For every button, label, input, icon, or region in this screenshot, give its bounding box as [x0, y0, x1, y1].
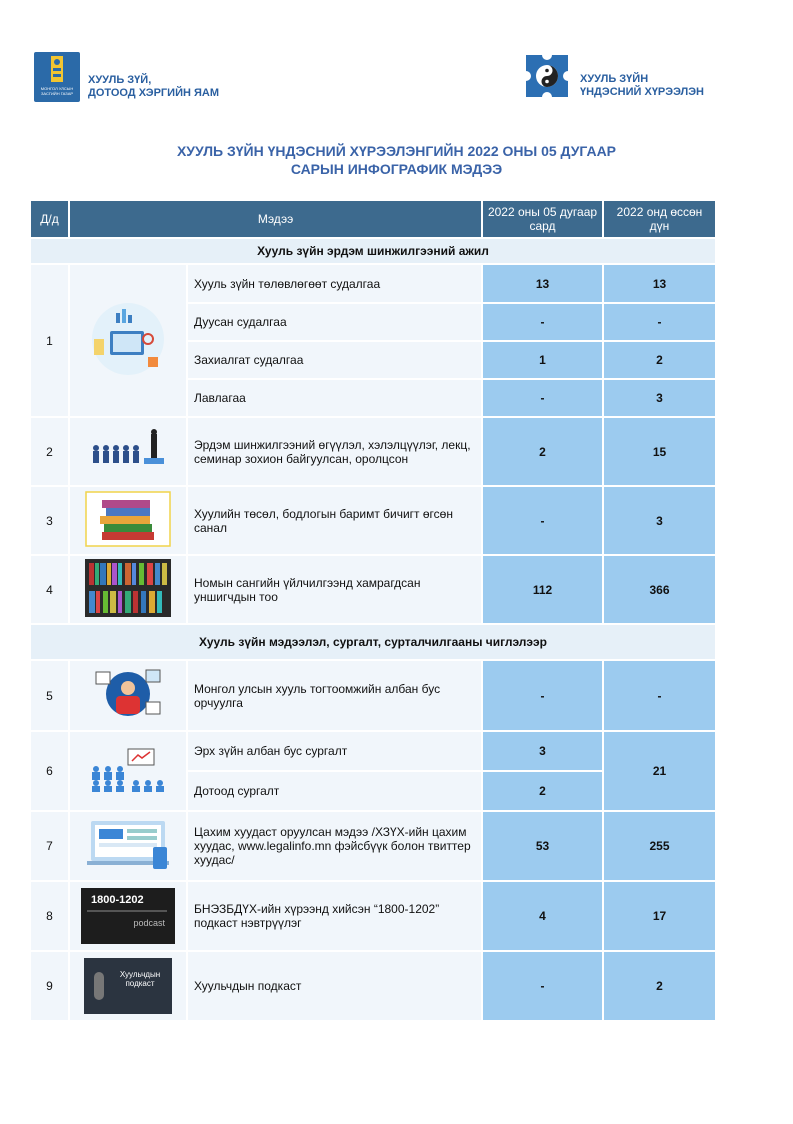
table-row: [31, 952, 715, 1020]
ministry-name: [88, 74, 219, 100]
header-total: 2022 онд өссөн дүн: [604, 201, 715, 237]
seminar-icon: [88, 428, 168, 472]
library-shelves-icon: [85, 559, 171, 617]
section-row-information: [31, 625, 715, 659]
row-number: 8: [31, 882, 68, 950]
ministry-name-line1: ХУУЛЬ ЗҮЙ,: [88, 74, 152, 86]
row-total-value: -: [604, 304, 715, 340]
row-total-value: 255: [604, 812, 715, 880]
row-image: [70, 732, 186, 810]
row-image: [70, 952, 186, 1020]
row-text: Монгол улсын хууль тогтоомжийн албан бус орчуулга: [188, 661, 481, 730]
row-month-value: 112: [483, 556, 602, 623]
row-month-value: 3: [483, 732, 602, 770]
row-number: 5: [31, 661, 68, 730]
row-text: Хуульчдын подкаст: [188, 952, 481, 1020]
row-month-value: -: [483, 304, 602, 340]
translation-icon: [88, 664, 168, 724]
row-image: [70, 882, 186, 950]
row-number: 6: [31, 732, 68, 810]
row-total-value: 15: [604, 418, 715, 485]
table-row: [31, 487, 715, 554]
row-text: БНЭЗБДҮХ-ийн хүрээнд хийсэн “1800-1202” подкаст нэвтрүүлэг: [188, 882, 481, 950]
research-analytics-icon: [84, 299, 172, 379]
ministry-name-line2: ДОТООД ХЭРГИЙН ЯАМ: [88, 87, 219, 99]
table-row: [31, 812, 715, 880]
table-row: [31, 732, 715, 770]
microphone-icon: [94, 972, 104, 1000]
row-total-value: -: [604, 661, 715, 730]
row-text: Дотоод сургалт: [188, 772, 481, 810]
row-image: [70, 418, 186, 485]
council-logo-icon: [522, 51, 572, 101]
row-text: Номын сангийн үйлчилгээнд хамрагдсан уншигчдын тоо: [188, 556, 481, 623]
web-devices-icon: [85, 817, 171, 873]
row-text: Хууль зүйн төлөвлөгөөт судалгаа: [188, 265, 481, 302]
row-image: [70, 812, 186, 880]
section-row-research: [31, 239, 715, 263]
podcast-banner-title: Хуульчдын подкаст: [119, 970, 161, 988]
books-stack-icon: [84, 490, 172, 548]
row-total-value: 13: [604, 265, 715, 302]
row-number: 3: [31, 487, 68, 554]
row-image: [70, 487, 186, 554]
header-month: 2022 оны 05 дугаар сард: [483, 201, 602, 237]
section-title: Хууль зүйн мэдээлэл, сургалт, сурталчилгааны чиглэлээр: [31, 625, 715, 659]
row-month-value: 4: [483, 882, 602, 950]
row-text: Эрх зүйн албан бус сургалт: [188, 732, 481, 770]
table-row: [31, 882, 715, 950]
page-title-line1: ХУУЛЬ ЗҮЙН ҮНДЭСНИЙ ХҮРЭЭЛЭНГИЙН 2022 ОНЫ 05 ДУГААР: [176, 143, 617, 159]
training-class-icon: [88, 747, 168, 793]
row-total-value: 366: [604, 556, 715, 623]
row-total-value: 21: [604, 732, 715, 810]
row-month-value: 2: [483, 418, 602, 485]
row-month-value: 1: [483, 342, 602, 378]
row-month-value: 2: [483, 772, 602, 810]
table-row: [31, 418, 715, 485]
row-image: [70, 661, 186, 730]
podcast-banner-title: 1800-1202: [91, 894, 144, 906]
row-number: 9: [31, 952, 68, 1020]
emblem-caption: МОНГОЛ УЛСЫН ЗАСГИЙН ГАЗАР: [40, 86, 74, 96]
podcast-banner-sub: podcast: [133, 918, 165, 928]
row-month-value: -: [483, 661, 602, 730]
row-image: [70, 556, 186, 623]
row-text: Эрдэм шинжилгээний өгүүлэл, хэлэлцүүлэг, лекц, семинар зохион байгуулсан, оролцсон: [188, 418, 481, 485]
row-text: Цахим хуудаст оруулсан мэдээ /ХЗҮХ-ийн цахим хуудас, www.legalinfo.mn фэйсбүүк болон твиттер хуудас/: [188, 812, 481, 880]
infographic-table: [29, 199, 717, 1022]
row-number: 4: [31, 556, 68, 623]
row-month-value: -: [483, 487, 602, 554]
header-index: Д/д: [31, 201, 68, 237]
row-total-value: 3: [604, 380, 715, 416]
council-name: [580, 73, 704, 99]
row-image: [70, 265, 186, 416]
page-title-line2: САРЫН ИНФОГРАФИК МЭДЭЭ: [290, 161, 503, 177]
row-month-value: -: [483, 952, 602, 1020]
lawyers-podcast-banner: [84, 958, 172, 1014]
row-total-value: 2: [604, 342, 715, 378]
row-text: Дуусан судалгаа: [188, 304, 481, 340]
table-row: [31, 556, 715, 623]
podcast-banner-line: [87, 910, 167, 912]
row-month-value: 53: [483, 812, 602, 880]
row-month-value: -: [483, 380, 602, 416]
row-month-value: 13: [483, 265, 602, 302]
council-name-line2: ҮНДЭСНИЙ ХҮРЭЭЛЭН: [580, 86, 704, 98]
row-text: Хуулийн төсөл, бодлогын баримт бичигт өгсөн санал: [188, 487, 481, 554]
table-header-row: [31, 201, 715, 237]
row-text: Захиалгат судалгаа: [188, 342, 481, 378]
section-title: Хууль зүйн эрдэм шинжилгээний ажил: [31, 239, 715, 263]
podcast-banner-1800: [81, 888, 175, 944]
row-number: 1: [31, 265, 68, 416]
row-total-value: 3: [604, 487, 715, 554]
table-row: [31, 265, 715, 302]
header-news: Мэдээ: [70, 201, 481, 237]
row-text: Лавлагаа: [188, 380, 481, 416]
soyombo-icon: [34, 52, 80, 86]
row-number: 7: [31, 812, 68, 880]
table-row: [31, 661, 715, 730]
council-name-line1: ХУУЛЬ ЗҮЙН: [580, 73, 649, 85]
row-total-value: 17: [604, 882, 715, 950]
row-number: 2: [31, 418, 68, 485]
page-title: [100, 142, 693, 178]
row-total-value: 2: [604, 952, 715, 1020]
